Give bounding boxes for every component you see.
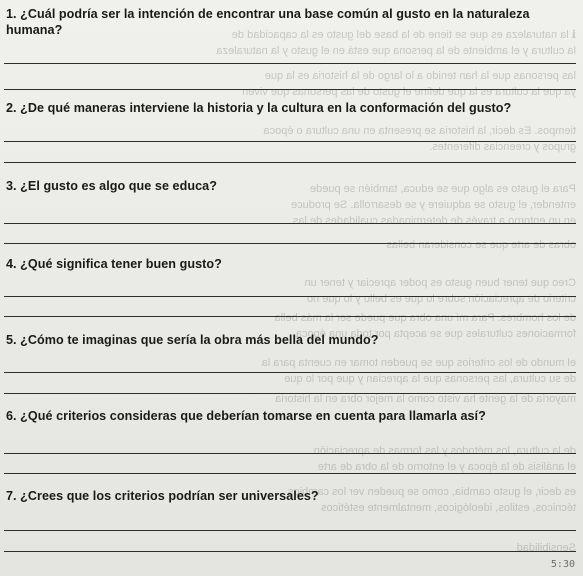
question-1: 1. ¿Cuál podría ser la intención de encontrar una base común al gusto en la naturaleza humana? — [6, 7, 530, 37]
answer-line — [4, 393, 576, 394]
answer-line — [4, 453, 576, 454]
bleed-through-text: mayoría de la gente ha visto como la mejor obra en la historia — [275, 393, 576, 405]
bleed-through-text: grupos y creencias diferentes. — [429, 141, 576, 153]
question-4: 4. ¿Qué significa tener buen gusto? — [6, 257, 222, 271]
question-5: 5. ¿Cómo te imaginas que sería la obra más bella del mundo? — [6, 333, 379, 347]
bleed-through-text: tiempos. Es decir, la historia se presenta en una cultura o época — [263, 125, 576, 137]
page-number: 5:30 — [550, 559, 575, 570]
bleed-through-text: ya que la cultura es la que define el gusto de las personas que viven — [242, 86, 576, 98]
answer-line — [4, 530, 576, 531]
bleed-through-text: la cultura y el ambiente de la persona que está en el gusto y la naturaleza — [216, 45, 576, 57]
bleed-through-text: ℹ la naturaleza es que se tiene de la base del gusto es la capacidad de — [231, 29, 576, 41]
answer-line — [4, 141, 576, 142]
bleed-through-text: de los hombres. Para mí una obra que puede ser la más bella — [274, 312, 576, 324]
bleed-through-text: de la cultura, los métodos y las formas de apreciación — [313, 445, 576, 457]
bleed-through-text: de su cultura, las personas que la aprecian y que por lo que — [284, 373, 576, 385]
answer-line — [4, 243, 576, 244]
bleed-through-text: las personas que la han tenido a lo largo de la historia es la que — [264, 70, 576, 82]
answer-line — [4, 223, 576, 224]
answer-line — [4, 372, 576, 373]
bleed-through-text: formaciones culturales que se acepta por toda una época — [295, 328, 576, 340]
bleed-through-text: técnicos, estilos, ideológicos, mentalmente estéticos — [321, 502, 576, 514]
answer-line — [4, 63, 576, 64]
answer-line — [4, 296, 576, 297]
bleed-through-text: entender, el gusto se adquiere y se desarrolla. Se produce — [291, 199, 576, 211]
question-6: 6. ¿Qué criterios consideras que deberían tomarse en cuenta para llamarla así? — [6, 409, 486, 423]
bleed-through-text: el análisis de la época y el entorno de la obra de arte — [317, 461, 576, 473]
answer-line — [4, 551, 576, 552]
bleed-through-text: obras de arte que se consideran bellas — [386, 239, 576, 251]
answer-line — [4, 162, 576, 163]
bleed-through-text: en un entorno a través de determinadas cualidades de las — [292, 215, 576, 227]
bleed-through-text: criterio de apreciación sobre lo que es bello y lo que no — [306, 293, 576, 305]
bleed-through-text: Sensibilidad — [516, 542, 576, 554]
bleed-through-text: Para el gusto es algo que se educa, también se puede — [309, 183, 576, 195]
question-3: 3. ¿El gusto es algo que se educa? — [6, 179, 217, 193]
question-2: 2. ¿De qué maneras interviene la historia y la cultura en la conformación del gusto? — [6, 101, 512, 115]
bleed-through-text: es decir, el gusto cambia, como se pueden ver los cambios — [288, 486, 576, 498]
answer-line — [4, 316, 576, 317]
bleed-through-text: el mundo de los criterios que se pueden tomar en cuenta para la — [261, 357, 576, 369]
question-7: 7. ¿Crees que los criterios podrían ser universales? — [6, 489, 319, 503]
answer-line — [4, 89, 576, 90]
bleed-through-text: Creo que tener buen gusto es poder apreciar y tener un — [304, 277, 576, 289]
answer-line — [4, 473, 576, 474]
